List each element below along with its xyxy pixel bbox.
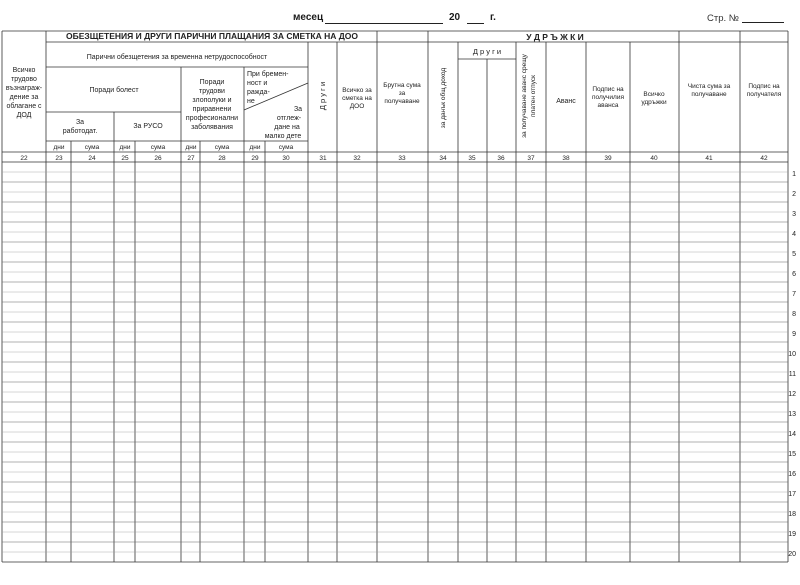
svg-text:Всичко: Всичко: [12, 67, 36, 74]
col-34-header: за данък общ доход: [440, 67, 447, 129]
section-benefits-title: ОБЕЗЩЕТЕНИЯ И ДРУГИ ПАРИЧНИ ПЛАЩАНИЯ ЗА СМЕТКА НА ДОО: [65, 31, 359, 41]
col-sickness-header: Поради болест: [89, 87, 139, 94]
row-number: 10: [788, 351, 796, 358]
svg-text:дни: дни: [119, 144, 131, 151]
column-number: 39: [604, 155, 612, 162]
svg-text:Брутна сума: Брутна сума: [383, 82, 421, 89]
svg-text:заболявания: заболявания: [191, 124, 233, 131]
column-number: 34: [439, 155, 447, 162]
svg-text:За: За: [293, 106, 303, 113]
svg-text:ност и: ност и: [247, 80, 268, 87]
column-number: 40: [650, 155, 658, 162]
table-body-rows: [2, 182, 788, 542]
row-number: 3: [792, 211, 796, 218]
svg-text:дни: дни: [53, 144, 65, 151]
row-number: 14: [788, 431, 796, 438]
row-number: 12: [788, 391, 796, 398]
svg-text:Подпис на: Подпис на: [592, 86, 624, 93]
svg-text:За: За: [75, 119, 85, 126]
svg-text:получаване: получаване: [691, 91, 727, 98]
row-number: 17: [788, 491, 796, 498]
column-number: 23: [55, 155, 63, 162]
column-number: 41: [705, 155, 713, 162]
col-31-header: Д р у г и: [318, 81, 327, 111]
row-number: 15: [788, 451, 796, 458]
row-number: 5: [792, 251, 796, 258]
col-22-header: [6, 67, 43, 119]
column-number: 37: [527, 155, 535, 162]
svg-text:сума: сума: [84, 144, 100, 151]
svg-text:аванса: аванса: [597, 102, 619, 109]
column-number: 27: [187, 155, 195, 162]
col-37-header: [521, 53, 537, 138]
svg-text:ДОО: ДОО: [349, 103, 365, 110]
column-number: 31: [319, 155, 327, 162]
page-number-label: Стр. №: [707, 13, 739, 24]
row-number: 2: [792, 191, 796, 198]
row-number: 9: [792, 331, 796, 338]
section-benefits-subtitle: Парични обезщетения за временна нетрудоспособност: [86, 54, 268, 61]
col-38-header: Аванс: [556, 98, 576, 105]
svg-text:ражда-: ражда-: [247, 89, 270, 96]
svg-text:злополуки и: злополуки и: [192, 97, 232, 104]
column-number: 36: [497, 155, 505, 162]
column-number: 30: [282, 155, 290, 162]
col-rpso-header: За РУСО: [133, 123, 163, 130]
row-number: 4: [792, 231, 796, 238]
table-grid: [2, 31, 788, 562]
col-41-header: [688, 83, 731, 98]
col-employer-header: [63, 119, 98, 135]
month-label: месец: [293, 12, 324, 23]
column-number: 28: [218, 155, 226, 162]
svg-text:дни: дни: [185, 144, 197, 151]
svg-text:облагане с: облагане с: [6, 103, 42, 110]
column-number: 32: [353, 155, 361, 162]
svg-text:приравнени: приравнени: [192, 106, 232, 113]
section-deductions-title: У Д Р Ъ Ж К И: [526, 32, 584, 42]
row-number: 11: [788, 371, 796, 378]
row-number: 7: [792, 291, 796, 298]
col-accident-header: [186, 79, 238, 131]
column-number: 33: [398, 155, 406, 162]
year-suffix: г.: [490, 12, 496, 23]
row-number: 6: [792, 271, 796, 278]
row-number: 8: [792, 311, 796, 318]
svg-text:сума: сума: [214, 144, 230, 151]
svg-text:не: не: [247, 98, 255, 105]
row-numbers: [788, 171, 796, 558]
year-prefix: 20: [449, 12, 461, 23]
col-42-header: [747, 83, 782, 98]
row-number: 20: [788, 551, 796, 558]
svg-text:Всичко: Всичко: [643, 91, 665, 98]
svg-text:Поради: Поради: [199, 79, 225, 86]
svg-text:получилия: получилия: [592, 94, 624, 101]
svg-text:получателя: получателя: [746, 91, 782, 98]
svg-text:малко дете: малко дете: [264, 133, 302, 140]
col-39-header: [592, 86, 624, 109]
svg-text:Всичко за: Всичко за: [342, 87, 372, 94]
column-number: 24: [88, 155, 96, 162]
svg-text:за: за: [398, 90, 406, 97]
svg-text:професионални: професионални: [185, 115, 239, 122]
col-33-header: [383, 82, 421, 105]
svg-text:трудови: трудови: [199, 88, 225, 95]
col-40-header: [641, 91, 667, 106]
svg-text:за получаване аванс срещу: за получаване аванс срещу: [521, 54, 528, 138]
svg-text:отглеж-: отглеж-: [276, 115, 302, 122]
svg-text:Подпис на: Подпис на: [748, 83, 780, 90]
column-number: 35: [468, 155, 476, 162]
row-number: 19: [788, 531, 796, 538]
svg-text:работодат.: работодат.: [62, 128, 98, 135]
col-others-header: Д р у г и: [472, 47, 502, 56]
column-number: 42: [760, 155, 768, 162]
col-32-header: [342, 87, 372, 110]
row-number: 18: [788, 511, 796, 518]
svg-text:сметка на: сметка на: [342, 95, 372, 102]
svg-text:сума: сума: [278, 144, 294, 151]
svg-text:удръжки: удръжки: [641, 99, 667, 106]
svg-text:платен отпуск: платен отпуск: [530, 75, 537, 117]
svg-text:получаване: получаване: [384, 98, 420, 105]
column-number: 22: [20, 155, 28, 162]
row-number: 16: [788, 471, 796, 478]
svg-text:възнаграж-: възнаграж-: [5, 85, 43, 92]
days-amount-labels: [53, 144, 293, 151]
row-number: 13: [788, 411, 796, 418]
column-number: 26: [154, 155, 162, 162]
column-number: 29: [251, 155, 259, 162]
svg-text:дение за: дение за: [9, 94, 39, 101]
svg-text:Чиста сума за: Чиста сума за: [687, 83, 731, 90]
svg-text:ДОД: ДОД: [16, 112, 32, 119]
column-number: 38: [562, 155, 570, 162]
svg-text:сума: сума: [150, 144, 166, 151]
svg-text:При бремен-: При бремен-: [247, 71, 289, 78]
svg-text:трудово: трудово: [11, 76, 37, 83]
svg-text:дане на: дане на: [274, 124, 300, 131]
svg-text:дни: дни: [249, 144, 261, 151]
row-number: 1: [792, 171, 796, 178]
column-number: 25: [121, 155, 129, 162]
column-numbers: [20, 155, 768, 162]
